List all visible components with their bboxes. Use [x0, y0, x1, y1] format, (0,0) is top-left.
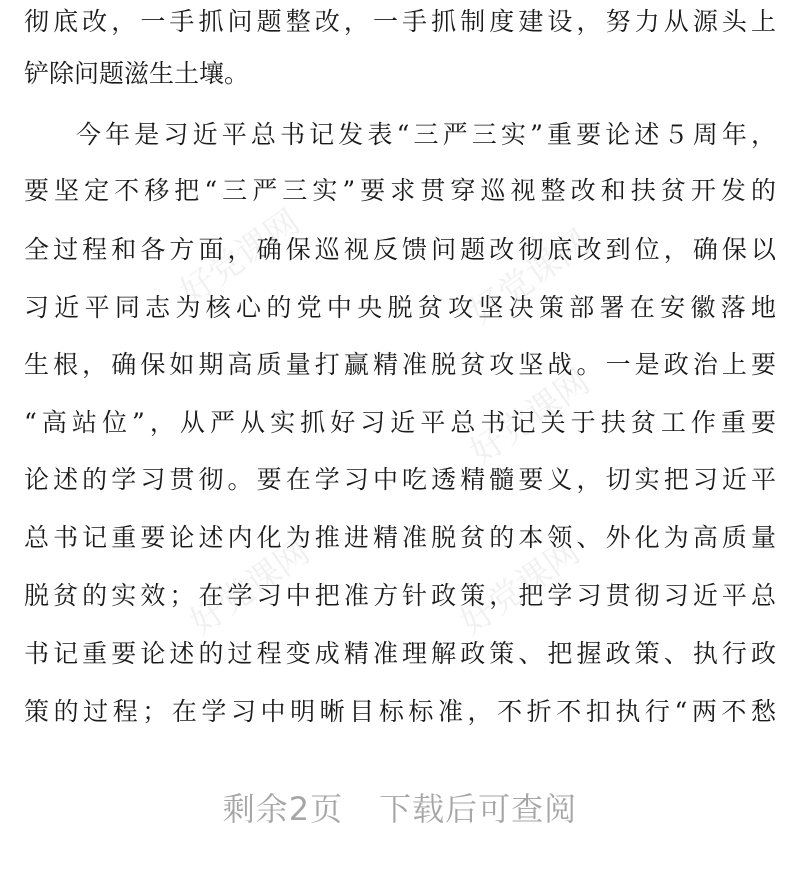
text-line: 铲除问题滋生土壤。 — [24, 59, 250, 88]
download-to-view-link[interactable]: 下载后可查阅 — [379, 790, 578, 828]
text-line: “高站位”，从严从实抓好习近平总书记关于扶贫工作重要 — [24, 408, 776, 437]
remaining-pages-label: 剩余2页 — [222, 790, 344, 828]
text-line: 策的过程；在学习中明晰目标标准，不折不扣执行“两不愁 — [24, 697, 776, 726]
text-line: 习近平同志为核心的党中央脱贫攻坚决策部署在安徽落地 — [24, 293, 776, 322]
watermark: 好党课网 — [182, 531, 318, 643]
text-line: 全过程和各方面，确保巡视反馈问题改彻底改到位，确保以 — [24, 235, 776, 264]
watermark: 好党课网 — [462, 221, 598, 333]
text-line: 书记重要论述的过程变成精准理解政策、把握政策、执行政 — [24, 639, 776, 668]
watermark: 好党课网 — [462, 361, 598, 473]
text-line: 彻底改，一手抓问题整改，一手抓制度建设，努力从源头上 — [24, 7, 776, 36]
text-line: 生根，确保如期高质量打赢精准脱贫攻坚战。一是政治上要 — [24, 350, 776, 379]
text-line: 论述的学习贯彻。要在学习中吃透精髓要义，切实把习近平 — [24, 465, 776, 494]
watermark: 好党课网 — [172, 201, 308, 313]
paragraph-first-line: 今年是习近平总书记发表“三严三实”重要论述５周年， — [76, 120, 776, 149]
watermark: 好党课网 — [452, 531, 588, 643]
text-line: 脱贫的实效；在学习中把准方针政策，把学习贯彻习近平总 — [24, 581, 776, 610]
text-line: 总书记重要论述内化为推进精准脱贫的本领、外化为高质量 — [24, 523, 776, 552]
download-prompt[interactable] — [0, 784, 800, 830]
text-line: 要坚定不移把“三严三实”要求贯穿巡视整改和扶贫开发的 — [24, 176, 776, 205]
